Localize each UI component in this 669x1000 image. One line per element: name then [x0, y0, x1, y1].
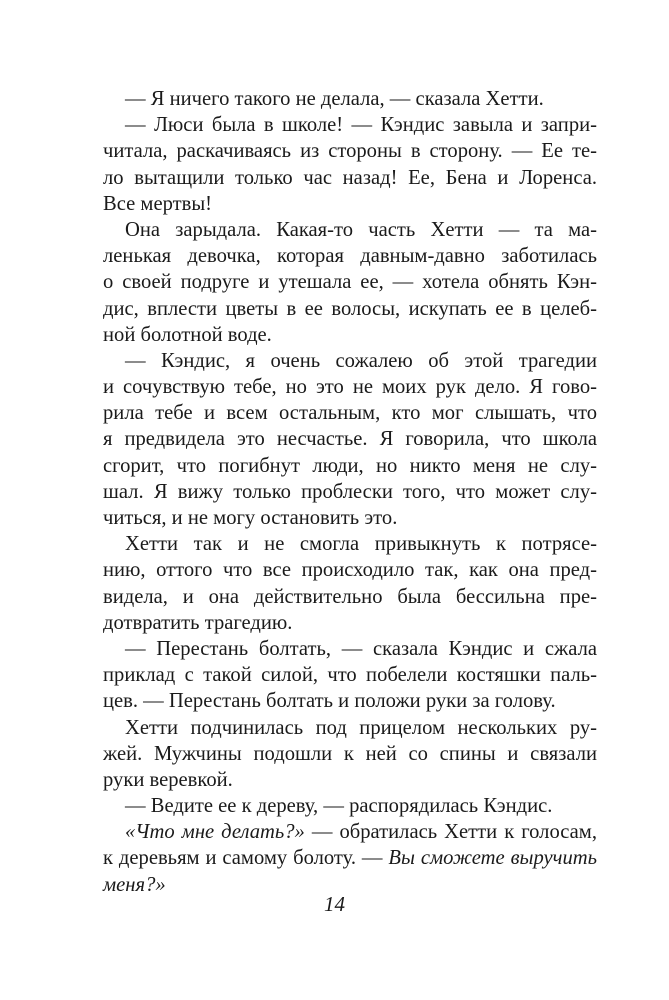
paragraph — [103, 348, 597, 531]
body-text — [103, 86, 597, 898]
text-line: шал. Я вижу только проблески того, что может слу- — [103, 480, 597, 503]
paragraph — [103, 793, 597, 819]
paragraph — [103, 636, 597, 715]
narration-text: к деревьям и самому болоту. — — [103, 847, 389, 870]
italic-quote: «Что мне делать?» — [125, 821, 305, 844]
italic-quote: Вы сможете выручить — [388, 847, 597, 870]
text-line: приклад с такой силой, что побелели костяшки паль- — [103, 664, 597, 687]
paragraph — [103, 715, 597, 794]
text-line: Она зарыдала. Какая-то часть Хетти — та ма- — [125, 218, 597, 241]
paragraph — [103, 86, 597, 112]
text-line: ло вытащили только час назад! Ее, Бена и Лоренса. — [103, 166, 597, 189]
text-line: Все мертвы! — [103, 192, 213, 215]
paragraph — [103, 531, 597, 636]
text-line: читала, раскачиваясь из стороны в сторону. — Ее те- — [103, 140, 597, 163]
text-line: — Ведите ее к дереву, — распорядилась Кэндис. — [125, 795, 553, 818]
text-line: видела, и она действительно была бессильна пре- — [103, 585, 597, 608]
text-line: — Я ничего такого не делала, — сказала Хетти. — [125, 88, 544, 110]
text-line: дис, вплести цветы в ее волосы, искупать ее в целеб- — [103, 297, 597, 320]
text-line: рила тебе и всем остальным, кто мог слышать, что — [103, 402, 597, 425]
text-line: — Кэндис, я очень сожалею об этой трагедии — [125, 349, 597, 372]
narration-text: — обратилась Хетти к голосам, — [304, 821, 597, 844]
text-line: ленькая девочка, которая давным-давно заботилась — [103, 245, 597, 268]
text-line: дотвратить трагедию. — [103, 611, 293, 634]
text-line: я предвидела это несчастье. Я говорила, что школа — [103, 428, 597, 451]
text-line: жей. Мужчины подошли к ней со спины и связали — [103, 742, 597, 765]
text-line: ной болотной воде. — [103, 323, 272, 346]
text-line: Хетти подчинилась под прицелом нескольких ру- — [125, 716, 597, 739]
text-line: Хетти так и не смогла привыкнуть к потрясе- — [125, 533, 597, 556]
text-line: нию, оттого что все происходило так, как она пред- — [103, 559, 597, 582]
text-line — [103, 819, 597, 845]
text-line: читься, и не могу остановить это. — [103, 507, 398, 529]
text-line: сгорит, что погибнут люди, но никто меня не слу- — [103, 454, 597, 477]
text-line: — Люси была в школе! — Кэндис завыла и запри- — [125, 114, 597, 137]
text-line: руки веревкой. — [103, 768, 233, 791]
text-line: цев. — Перестань болтать и положи руки за голову. — [103, 690, 556, 713]
page-number: 14 — [324, 892, 345, 916]
text-line: меня?» — [103, 873, 166, 896]
text-line: и сочувствую тебе, но это не моих рук дело. Я гово- — [103, 376, 597, 399]
text-line: — Перестань болтать, — сказала Кэндис и сжала — [125, 637, 597, 660]
paragraph — [103, 217, 597, 348]
text-line — [103, 845, 597, 871]
text-line: о своей подруге и утешала ее, — хотела обнять Кэн- — [103, 271, 597, 294]
paragraph-final — [103, 819, 597, 898]
paragraph — [103, 112, 597, 217]
